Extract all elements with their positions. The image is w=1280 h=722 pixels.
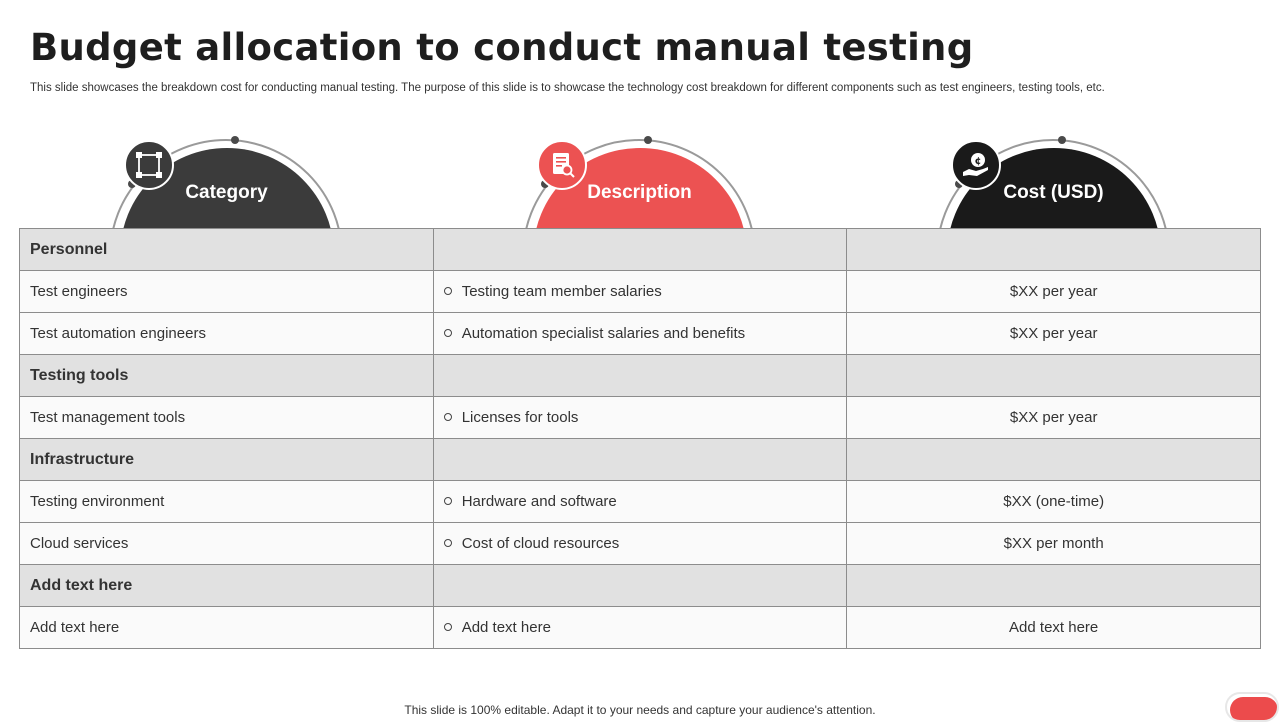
- bullet-circle-icon: [444, 413, 452, 421]
- table-row: [20, 313, 1261, 355]
- description-text: Hardware and software: [461, 493, 617, 510]
- category-cell: Testing environment: [20, 481, 434, 523]
- description-text: Testing team member salaries: [461, 283, 662, 300]
- description-cell: [433, 565, 847, 607]
- category-cell: Personnel: [20, 229, 434, 271]
- slide-title: Budget allocation to conduct manual testing: [30, 26, 974, 69]
- category-cell: Test engineers: [20, 271, 434, 313]
- bullet-circle-icon: [444, 329, 452, 337]
- description-cell: [433, 481, 847, 523]
- bullet-circle-icon: [444, 287, 452, 295]
- cost-cell: Add text here: [847, 607, 1261, 649]
- cost-cell: $XX per year: [847, 271, 1261, 313]
- table-row: [20, 481, 1261, 523]
- description-cell: [433, 439, 847, 481]
- table-section-row: [20, 439, 1261, 481]
- description-text: Licenses for tools: [461, 409, 579, 426]
- table-section-row: [20, 565, 1261, 607]
- table-row: [20, 397, 1261, 439]
- table-row: [20, 523, 1261, 565]
- slide-subtitle: This slide showcases the breakdown cost for conducting manual testing. The purpose of this slide is to showcase the technology cost breakdown for different components such as test engineers, testing tools, etc.: [30, 82, 1105, 94]
- table-row: [20, 271, 1261, 313]
- table-section-row: [20, 355, 1261, 397]
- description-cell: [433, 313, 847, 355]
- frame-nodes-icon: [124, 140, 174, 190]
- document-search-icon: [537, 140, 587, 190]
- arc-dot: [644, 136, 652, 144]
- category-cell: Test automation engineers: [20, 313, 434, 355]
- category-cell: Infrastructure: [20, 439, 434, 481]
- header-cost: [847, 130, 1260, 229]
- description-text: Add text here: [461, 619, 551, 636]
- description-text: Automation specialist salaries and benefits: [461, 325, 746, 342]
- category-cell: Test management tools: [20, 397, 434, 439]
- cost-cell: [847, 439, 1261, 481]
- cost-cell: $XX per year: [847, 313, 1261, 355]
- description-cell: [433, 355, 847, 397]
- slide-footer: This slide is 100% editable. Adapt it to your needs and capture your audience's attention.: [404, 703, 876, 717]
- cost-cell: $XX per month: [847, 523, 1261, 565]
- category-cell: Testing tools: [20, 355, 434, 397]
- header-category: [20, 130, 433, 229]
- corner-toggle-button[interactable]: [1225, 692, 1279, 722]
- description-cell: [433, 271, 847, 313]
- coin-hand-icon: [951, 140, 1001, 190]
- table-section-row: [20, 229, 1261, 271]
- bullet-circle-icon: [444, 623, 452, 631]
- cost-cell: [847, 355, 1261, 397]
- category-cell: Add text here: [20, 607, 434, 649]
- svg-text:¢: ¢: [974, 156, 982, 167]
- bullet-circle-icon: [444, 539, 452, 547]
- header-label: Description: [587, 182, 692, 203]
- cost-cell: $XX per year: [847, 397, 1261, 439]
- corner-toggle-fill: [1230, 697, 1278, 722]
- description-cell: [433, 523, 847, 565]
- header-description: [433, 130, 846, 229]
- description-cell: [433, 397, 847, 439]
- arc-dot: [1058, 136, 1066, 144]
- cost-cell: [847, 565, 1261, 607]
- budget-table: [19, 228, 1261, 649]
- arc-dot: [231, 136, 239, 144]
- bullet-circle-icon: [444, 497, 452, 505]
- table-row: [20, 607, 1261, 649]
- category-cell: Add text here: [20, 565, 434, 607]
- cost-cell: $XX (one-time): [847, 481, 1261, 523]
- header-label: Cost (USD): [1003, 182, 1104, 203]
- header-label: Category: [185, 182, 268, 203]
- description-text: Cost of cloud resources: [461, 535, 620, 552]
- cost-cell: [847, 229, 1261, 271]
- description-cell: [433, 607, 847, 649]
- description-cell: [433, 229, 847, 271]
- category-cell: Cloud services: [20, 523, 434, 565]
